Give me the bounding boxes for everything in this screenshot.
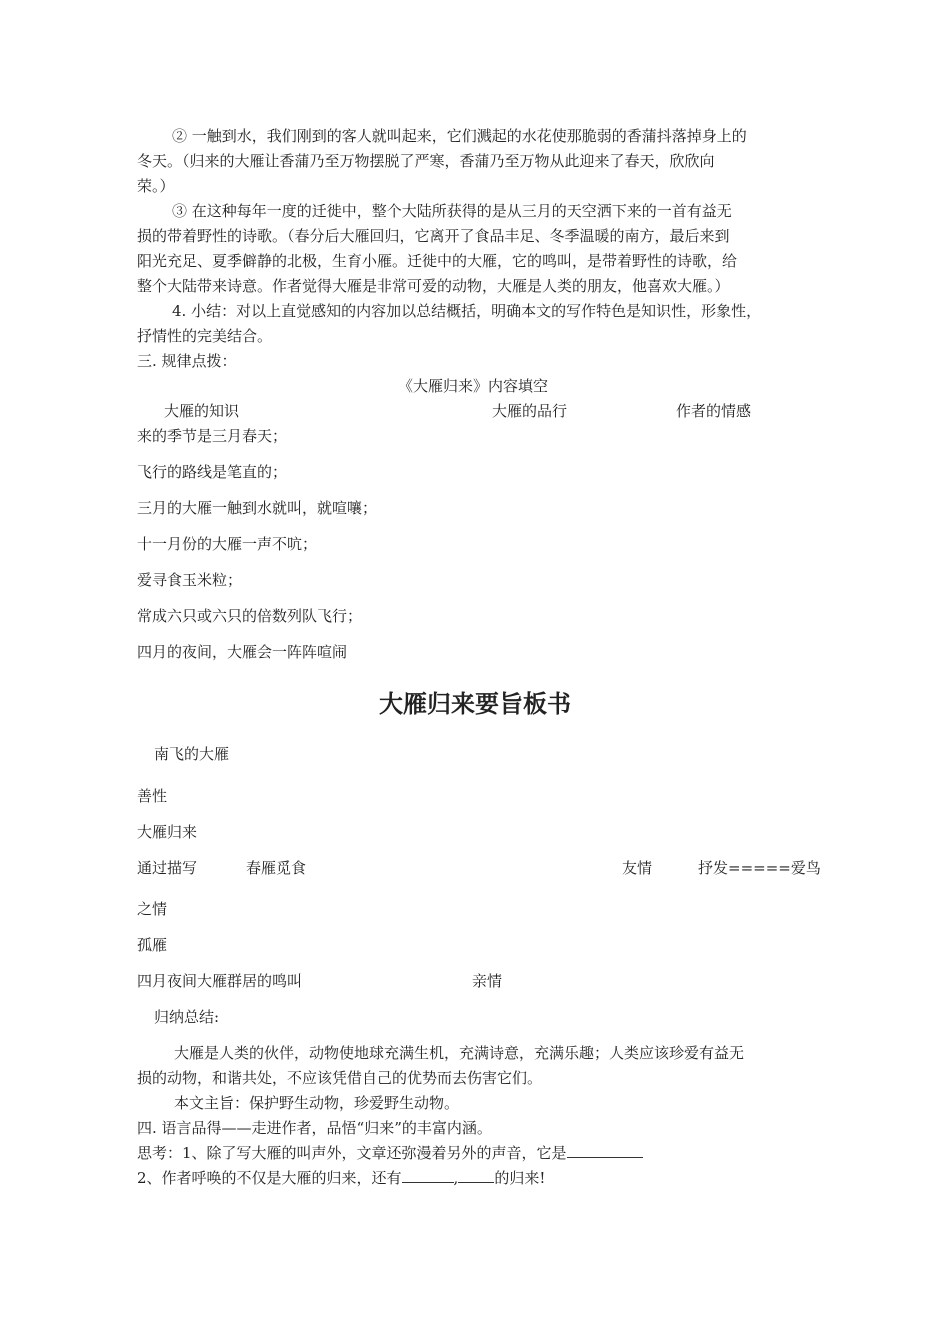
question-1-text: 思考：1、除了写大雁的叫声外，文章还弥漫着另外的声音，它是 bbox=[137, 1144, 567, 1162]
board-conclusion-label: 归纳总结: bbox=[154, 1008, 220, 1026]
fact-item: 十一月份的大雁一声不吭； bbox=[137, 535, 318, 553]
question-2-comma: , bbox=[453, 1169, 459, 1187]
board-kinship: 亲情 bbox=[472, 972, 503, 990]
paragraph-2-line-2: 冬天。（归来的大雁让香蒲乃至万物摆脱了严寒，香蒲乃至万物从此迎来了春天，欣欣向 bbox=[137, 152, 715, 170]
board-describe: 通过描写 bbox=[137, 859, 198, 877]
paragraph-2-line-1: ② 一触到水，我们刚到的客人就叫起来，它们溅起的水花使那脆弱的香蒲抖落掉身上的 bbox=[172, 127, 747, 145]
question-1 bbox=[137, 1141, 643, 1165]
board-goodness: 善性 bbox=[137, 787, 168, 805]
answer-blank-1[interactable] bbox=[567, 1141, 643, 1158]
fact-item: 三月的大雁一触到水就叫，就喧嚷； bbox=[137, 499, 378, 517]
column-feeling: 作者的情感 bbox=[676, 402, 752, 420]
board-april-night: 四月夜间大雁群居的鸣叫 bbox=[137, 972, 303, 990]
board-south-geese: 南飞的大雁 bbox=[154, 745, 230, 763]
column-character: 大雁的品行 bbox=[492, 402, 568, 420]
column-knowledge: 大雁的知识 bbox=[164, 402, 240, 420]
summary-line-1: 4. 小结：对以上直觉感知的内容加以总结概括，明确本文的写作特色是知识性，形象性， bbox=[172, 302, 762, 320]
board-theme: 本文主旨：保护野生动物，珍爱野生动物。 bbox=[174, 1094, 460, 1112]
paragraph-2-line-3: 荣。） bbox=[137, 177, 175, 195]
fact-item: 飞行的路线是笔直的； bbox=[137, 463, 288, 481]
paragraph-3-line-4: 整个大陆带来诗意。作者觉得大雁是非常可爱的动物，大雁是人类的朋友，他喜欢大雁。） bbox=[137, 277, 730, 295]
board-express: 抒发=====爱鸟 bbox=[698, 859, 821, 877]
board-conclusion-line-2: 损的动物，和谐共处，不应该凭借自己的优势而去伤害它们。 bbox=[137, 1069, 543, 1087]
fact-item: 常成六只或六只的倍数列队飞行； bbox=[137, 607, 363, 625]
board-lonely: 孤雁 bbox=[137, 936, 168, 954]
paragraph-3-line-1: ③ 在这种每年一度的迁徙中，整个大陆所获得的是从三月的天空洒下来的一首有益无 bbox=[172, 202, 732, 220]
table-title: 《大雁归来》内容填空 bbox=[398, 377, 549, 395]
answer-blank-3[interactable] bbox=[458, 1166, 494, 1183]
question-2-text-a: 2、作者呼唤的不仅是大雁的归来，还有 bbox=[137, 1169, 402, 1187]
question-2-text-b: 的归来! bbox=[494, 1169, 546, 1187]
board-title: 大雁归来要旨板书 bbox=[379, 690, 571, 718]
paragraph-3-line-3: 阳光充足、夏季僻静的北极，生育小雁。迁徙中的大雁，它的鸣叫，是带着野性的诗歌，给 bbox=[137, 252, 738, 270]
board-conclusion-line-1: 大雁是人类的伙伴，动物使地球充满生机，充满诗意，充满乐趣；人类应该珍爱有益无 bbox=[174, 1044, 745, 1062]
summary-line-2: 抒情性的完美结合。 bbox=[137, 327, 273, 345]
board-friendship: 友情 bbox=[622, 859, 653, 877]
fact-item: 四月的夜间，大雁会一阵阵喧闹 bbox=[137, 643, 348, 661]
board-spring-food: 春雁觅食 bbox=[246, 859, 307, 877]
question-2 bbox=[137, 1166, 545, 1190]
fact-item: 爱寻食玉米粒； bbox=[137, 571, 243, 589]
board-feeling-tail: 之情 bbox=[137, 900, 168, 918]
section-3-heading: 三. 规律点拨： bbox=[137, 352, 237, 370]
fact-item: 来的季节是三月春天； bbox=[137, 427, 288, 445]
answer-blank-2[interactable] bbox=[402, 1166, 454, 1183]
board-return: 大雁归来 bbox=[137, 823, 198, 841]
paragraph-3-line-2: 损的带着野性的诗歌。（春分后大雁回归，它离开了食品丰足、冬季温暖的南方，最后来到 bbox=[137, 227, 730, 245]
section-4-heading: 四. 语言品得——走进作者，品悟“归来”的丰富内涵。 bbox=[137, 1119, 492, 1137]
